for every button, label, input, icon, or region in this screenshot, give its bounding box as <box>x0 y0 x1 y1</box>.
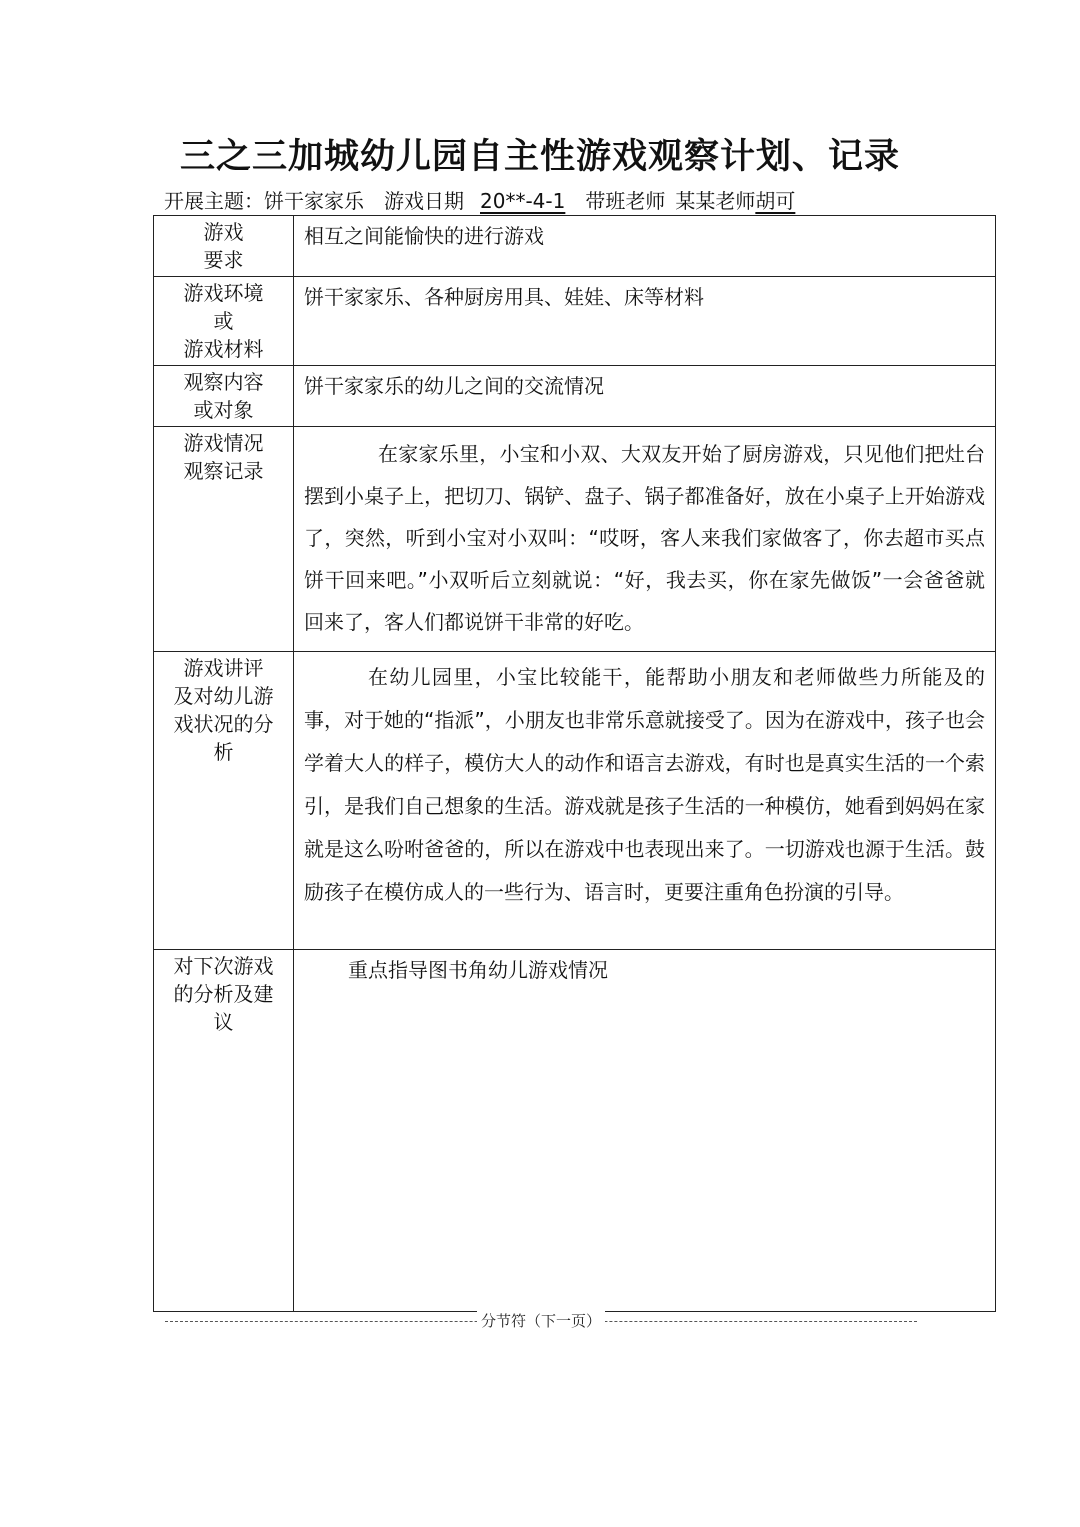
row-content: 饼干家家乐、各种厨房用具、娃娃、床等材料 <box>294 277 996 366</box>
label-line: 游戏情况 <box>183 431 264 455</box>
row-content: 相互之间能愉快的进行游戏 <box>294 216 996 277</box>
teacher-name: 胡可 <box>755 189 796 213</box>
row-label <box>154 427 294 652</box>
label-line: 游戏环境 <box>183 281 264 305</box>
label-line: 或 <box>213 309 234 333</box>
document-title: 三之三加城幼儿园自主性游戏观察计划、记录 <box>179 137 900 177</box>
row-content: 在家家乐里，小宝和小双、大双友开始了厨房游戏，只见他们把灶台摆到小桌子上，把切刀、锅铲、盘子、锅子都准备好，放在小桌子上开始游戏了，突然，听到小宝对小双叫：“哎呀，客人来我们家做客了，你去超市买点饼干回来吧。”小双听后立刻就说：“好，我去买，你在家先做饭”一会爸爸就回来了，客人们都说饼干非常的好吃。 <box>294 427 996 652</box>
row-content: 重点指导图书角幼儿游戏情况 <box>294 950 996 1312</box>
teacher-value: 某某老师 <box>675 189 756 213</box>
label-line: 游戏讲评 <box>183 656 264 680</box>
label-line: 游戏 <box>203 220 244 244</box>
row-content: 在幼儿园里，小宝比较能干，能帮助小朋友和老师做些力所能及的事，对于她的“指派”，小朋友也非常乐意就接受了。因为在游戏中，孩子也会学着大人的样子，模仿大人的动作和语言去游戏，有时也是真实生活的一个索引，是我们自己想象的生活。游戏就是孩子生活的一种模仿，她看到妈妈在家就是这么吩咐爸爸的，所以在游戏中也表现出来了。一切游戏也源于生活。鼓励孩子在模仿成人的一些行为、语言时，更要注重角色扮演的引导。 <box>294 652 996 950</box>
table-row <box>154 216 996 277</box>
row-label <box>154 652 294 950</box>
table-row <box>154 652 996 950</box>
table-row <box>154 277 996 366</box>
label-line: 议 <box>213 1010 234 1034</box>
row-label <box>154 950 294 1312</box>
teacher-label: 带班老师 <box>585 189 666 213</box>
section-break-label: 分节符（下一页） <box>477 1310 605 1332</box>
section-break <box>165 1310 917 1332</box>
label-line: 或对象 <box>193 398 254 422</box>
label-line: 观察内容 <box>183 370 264 394</box>
table-row <box>154 950 996 1312</box>
label-line: 析 <box>213 740 234 764</box>
label-line: 对下次游戏 <box>173 954 274 978</box>
header-meta <box>164 187 795 215</box>
date-value: 20**-4-1 <box>480 189 566 213</box>
row-label <box>154 277 294 366</box>
observation-table <box>153 215 996 1312</box>
label-line: 的分析及建 <box>173 982 274 1006</box>
label-line: 戏状况的分 <box>173 712 274 736</box>
label-line: 及对幼儿游 <box>173 684 274 708</box>
table-row <box>154 427 996 652</box>
row-label <box>154 366 294 427</box>
row-content: 饼干家家乐的幼儿之间的交流情况 <box>294 366 996 427</box>
date-label: 游戏日期 <box>384 189 464 213</box>
label-line: 观察记录 <box>183 459 264 483</box>
table-row <box>154 366 996 427</box>
label-line: 游戏材料 <box>183 337 264 361</box>
theme-value: 饼干家家乐 <box>264 189 364 213</box>
label-line: 要求 <box>203 248 244 272</box>
row-label <box>154 216 294 277</box>
theme-label: 开展主题： <box>164 189 264 213</box>
